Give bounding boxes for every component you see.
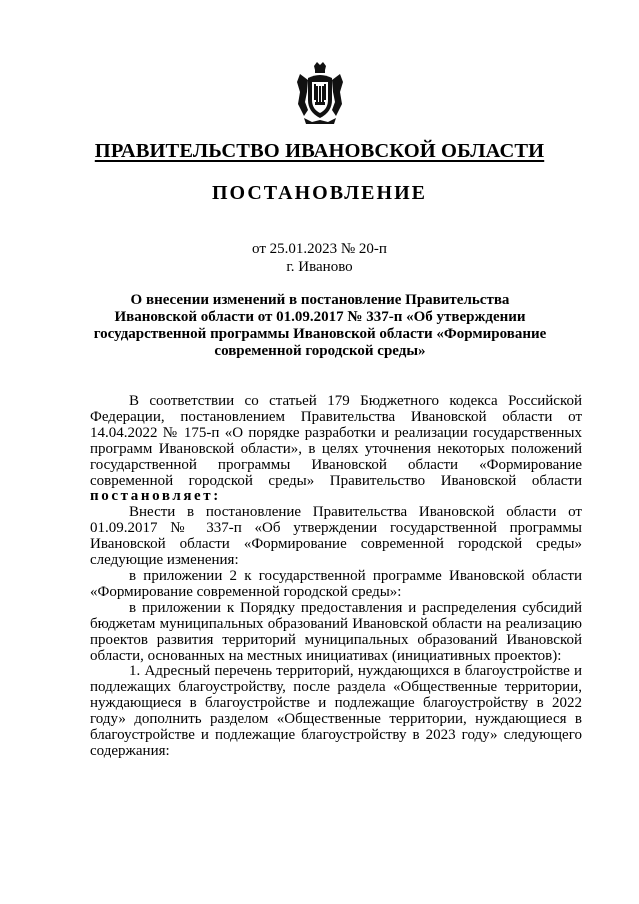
paragraph-4: в приложении к Порядку предоставления и распределения субсидий бюджетам муниципальных образований Ивановской области на реализацию проектов развития территорий муниципальных образований Ивановской области, основанных на местных инициативах (инициативных проектов): [90,599,582,664]
document-title: О внесении изменений в постановление Правительства Ивановской области от 01.09.2017 № 337-п «Об утверждении государственной программы Ивановской области «Формирование современной городской среды» [93,292,547,359]
resolves-keyword: постановляет: [90,488,221,505]
paragraph-1 [90,394,582,505]
paragraph-2: Внести в постановление Правительства Ивановской области от 01.09.2017 № 337-п «Об утверждении государственной программы Ивановской области «Формирование современной городской среды» следующие изменения: [90,504,582,569]
document-body [90,394,582,760]
paragraph-5: 1. Адресный перечень территорий, нуждающихся в благоустройстве и подлежащих благоустройству, после раздела «Общественные территории, нуждающиеся в благоустройстве и подлежащие благоустройству в 2022 году» дополнить разделом «Общественные территории, нуждающиеся в благоустройстве и подлежащие благоустройству в 2023 году» следующего содержания: [90,663,582,759]
city: г. Иваново [286,259,353,275]
paragraph-3: в приложении 2 к государственной программе Ивановской области «Формирование современной городской среды»: [90,567,582,600]
paragraph-1-text: В соответствии со статьей 179 Бюджетного кодекса Российской Федерации, постановлением Правительства Ивановской области от 14.04.2022 № 175-п «О порядке разработки и реализации государственных программ Ивановской области», в целях уточнения некоторых положений государственной программы Ивановской области «Формирование современной городской среды» Правительство Ивановской области [90,393,582,489]
date-number: от 25.01.2023 № 20-п [252,241,387,257]
coat-of-arms-emblem-icon [294,60,346,126]
document-type: ПОСТАНОВЛЕНИЕ [212,182,427,204]
government-name: ПРАВИТЕЛЬСТВО ИВАНОВСКОЙ ОБЛАСТИ [94,140,545,162]
date-block [0,240,639,276]
